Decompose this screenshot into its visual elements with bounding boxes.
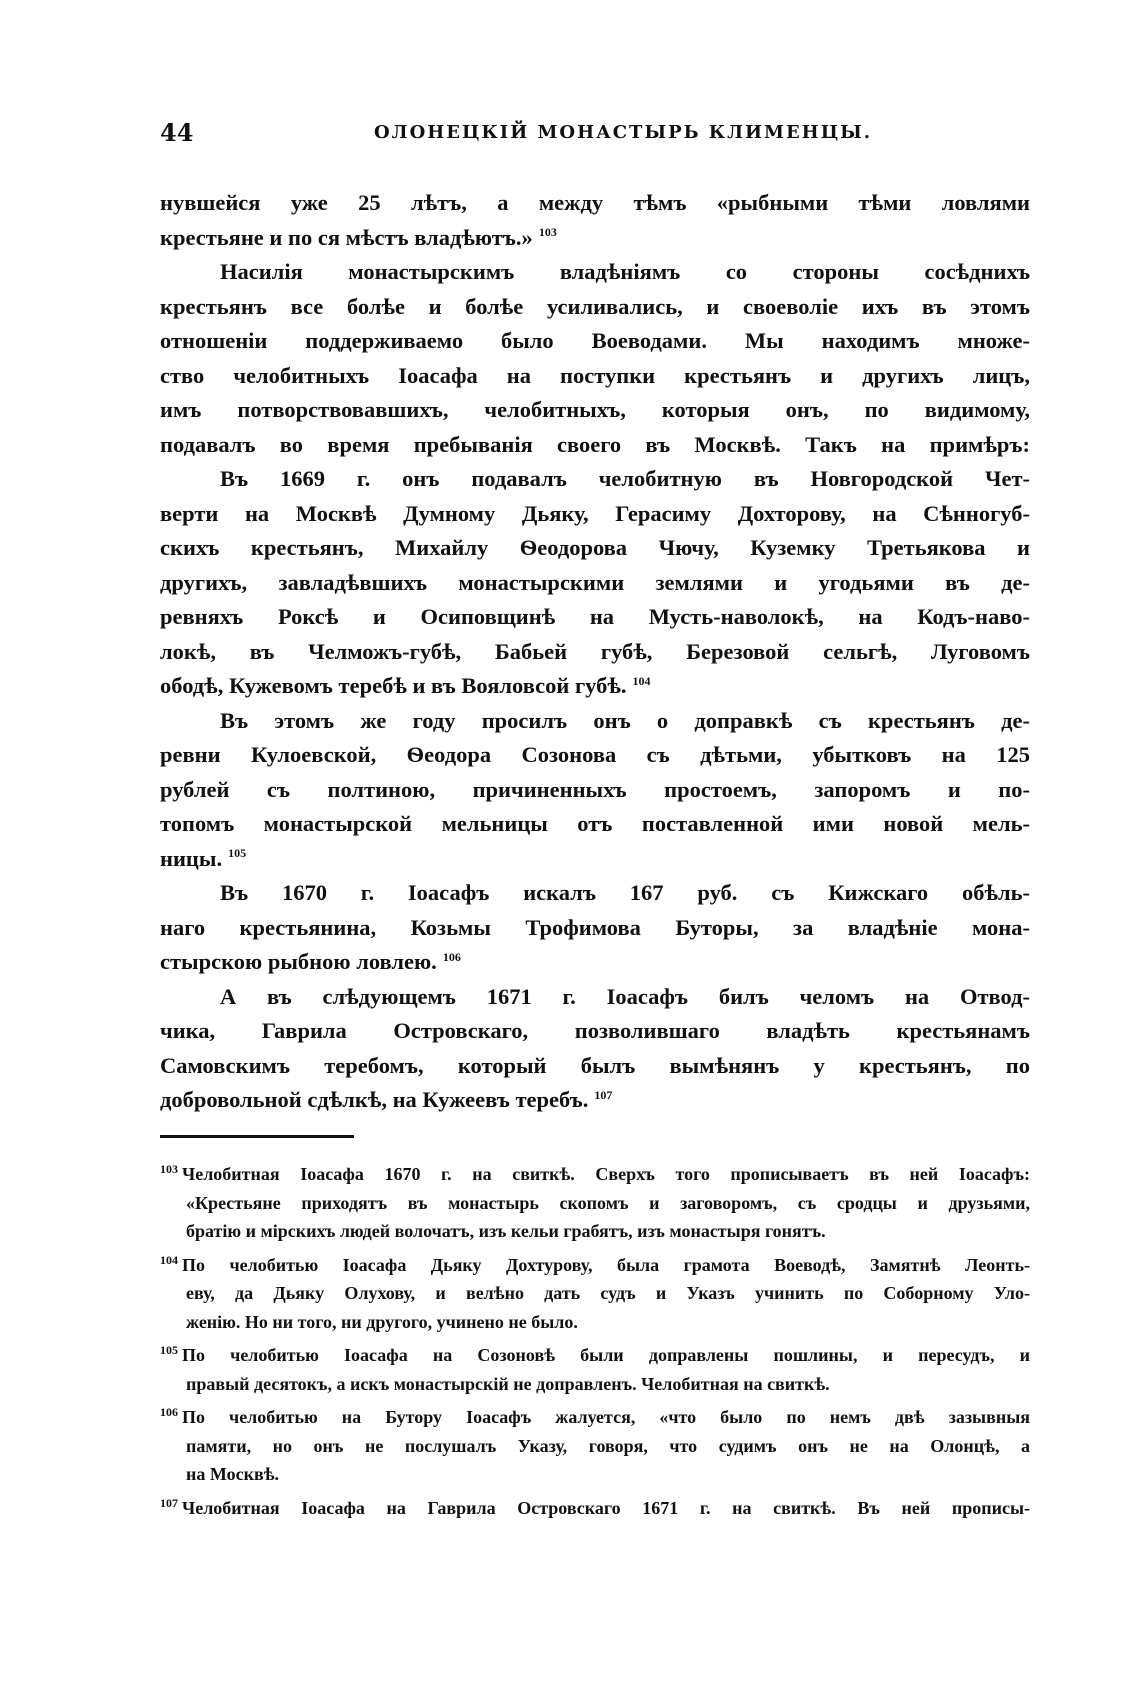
footnote-line xyxy=(160,1494,1030,1523)
footnote-text: По челобитью Іоасафа Дьяку Дохтурову, была грамота Воеводѣ, Замятнѣ Леонть- xyxy=(182,1254,1030,1275)
footnote-line: правый десятокъ, а искъ монастырскій не доправленъ. Челобитная на свиткѣ. xyxy=(186,1373,830,1394)
footnote-divider xyxy=(160,1135,354,1138)
footnote xyxy=(160,1341,1030,1398)
footnote-line: на Москвѣ. xyxy=(186,1464,280,1484)
footnote xyxy=(160,1494,1030,1523)
footnote-line xyxy=(160,1403,1030,1432)
paragraph xyxy=(160,980,1030,1118)
page-header xyxy=(160,118,1030,150)
text-line-content: крестьяне и по ся мѣстъ владѣютъ.» xyxy=(160,224,533,250)
footnote-ref: 106 xyxy=(442,949,461,964)
text-line: Въ 1670 г. Іоасафъ искалъ 167 руб. съ Кижскаго обѣль- xyxy=(220,880,1030,905)
paragraph xyxy=(160,186,1030,255)
footnote-line xyxy=(160,1341,1030,1370)
footnote-ref: 104 xyxy=(632,673,651,688)
footnote-text: Челобитная Іоасафа на Гаврила Островскаго 1671 г. на свиткѣ. Въ ней прописы- xyxy=(182,1497,1030,1518)
text-line: крестьянъ все болѣе и болѣе усиливались, и своеволіе ихъ въ этомъ xyxy=(160,293,1030,319)
paragraph xyxy=(160,462,1030,704)
footnote-text: Челобитная Іоасафа 1670 г. на свиткѣ. Сверхъ того прописываетъ въ ней Іоасафъ: xyxy=(182,1164,1030,1184)
text-line-content: стырскою рыбною ловлею. xyxy=(160,949,437,974)
footnote-line: памяти, но онъ не послушалъ Указу, говоря, что судимъ онъ не на Олонцѣ, а xyxy=(186,1435,1030,1456)
text-line: наго крестьянина, Козьмы Трофимова Буторы, за владѣніе мона- xyxy=(160,914,1030,940)
text-line xyxy=(160,945,1030,980)
footnote-text: По челобитью Іоасафа на Созоновѣ были доправлены пошлины, и пересудъ, и xyxy=(182,1345,1030,1365)
footnote-number: 104 xyxy=(160,1252,178,1267)
footnote-line xyxy=(160,1160,1030,1189)
text-line: Насилія монастырскимъ владѣніямъ со стороны сосѣднихъ xyxy=(220,259,1030,284)
text-line xyxy=(160,842,1030,877)
text-line: ревняхъ Роксѣ и Осиповщинѣ на Мусть-наволокѣ, на Кодъ-наво- xyxy=(160,604,1030,629)
footnote xyxy=(160,1160,1030,1246)
text-line-content: добровольной сдѣлкѣ, на Кужеевъ теребъ. xyxy=(160,1087,589,1112)
text-line: Самовскимъ теребомъ, который былъ вымѣнянъ у крестьянъ, по xyxy=(160,1052,1030,1078)
paragraph xyxy=(160,704,1030,877)
footnote-number: 105 xyxy=(160,1343,178,1357)
text-line: топомъ монастырской мельницы отъ поставленной ими новой мель- xyxy=(160,811,1030,836)
footnote-ref: 103 xyxy=(538,225,557,239)
text-line xyxy=(160,1083,1030,1118)
text-line: локѣ, въ Челможъ-губѣ, Бабьей губѣ, Березовой сельгѣ, Луговомъ xyxy=(160,638,1030,664)
footnote-number: 107 xyxy=(160,1495,178,1510)
main-text xyxy=(160,186,1030,1118)
text-line: ство челобитныхъ Іоасафа на поступки крестьянъ и другихъ лицъ, xyxy=(160,362,1030,388)
text-line: А въ слѣдующемъ 1671 г. Іоасафъ билъ челомъ на Отвод- xyxy=(220,983,1030,1009)
running-title: ОЛОНЕЦКІЙ МОНАСТЫРЬ КЛИМЕНЦЫ. xyxy=(374,122,872,143)
text-line: нувшейся уже 25 лѣтъ, а между тѣмъ «рыбными тѣми ловлями xyxy=(160,190,1030,215)
text-line: скихъ крестьянъ, Михайлу Ѳеодорова Чючу, Куземку Третьякова и xyxy=(160,535,1030,560)
paragraph xyxy=(160,255,1030,462)
text-line-content: ободѣ, Кужевомъ теребѣ и въ Вояловсой губѣ. xyxy=(160,673,627,698)
text-line: имъ потворствовавшихъ, челобитныхъ, которыя онъ, по видимому, xyxy=(160,397,1030,422)
footnote-line: братію и мірскихъ людей волочатъ, изъ кельи грабятъ, изъ монастыря гонятъ. xyxy=(186,1221,826,1241)
text-line: Въ 1669 г. онъ подавалъ челобитную въ Новгородской Чет- xyxy=(220,466,1030,491)
text-line: ревни Кулоевской, Ѳеодора Созонова съ дѣтьми, убытковъ на 125 xyxy=(160,742,1030,767)
footnote-line xyxy=(160,1251,1030,1280)
text-line: верти на Москвѣ Думному Дьяку, Герасиму Дохторову, на Сѣнногуб- xyxy=(160,500,1030,526)
footnote-text: По челобитью на Бутору Іоасафъ жалуется, «что было по немъ двѣ зазывныя xyxy=(182,1407,1030,1427)
paragraph xyxy=(160,876,1030,980)
text-line: другихъ, завладѣвшихъ монастырскими землями и угодьями въ де- xyxy=(160,569,1030,595)
footnote-number: 106 xyxy=(160,1405,178,1419)
text-line-content: ницы. xyxy=(160,845,223,871)
text-line xyxy=(160,669,1030,704)
page-number: 44 xyxy=(160,118,194,147)
footnotes xyxy=(160,1160,1030,1527)
text-line: Въ этомъ же году просилъ онъ о доправкѣ съ крестьянъ де- xyxy=(220,707,1030,733)
footnote xyxy=(160,1251,1030,1337)
text-line: чика, Гаврила Островскаго, позволившаго владѣть крестьянамъ xyxy=(160,1018,1030,1043)
footnote-line: еву, да Дьяку Олухову, и велѣно дать судъ и Указъ учинить по Соборному Уло- xyxy=(186,1283,1030,1303)
text-line xyxy=(160,221,1030,256)
footnote xyxy=(160,1403,1030,1489)
footnote-line: «Крестьяне приходятъ въ монастырь скопомъ и заговоромъ, съ сродцы и друзьями, xyxy=(186,1192,1030,1213)
text-line: отношеніи поддерживаемо было Воеводами. Мы находимъ множе- xyxy=(160,328,1030,353)
footnote-line: женію. Но ни того, ни другого, учинено не было. xyxy=(186,1311,578,1332)
footnote-ref: 107 xyxy=(594,1087,613,1102)
footnote-number: 103 xyxy=(160,1162,178,1176)
text-line: подавалъ во время пребыванія своего въ Москвѣ. Такъ на примѣръ: xyxy=(160,431,1030,457)
footnote-ref: 105 xyxy=(228,846,247,860)
text-line: рублей съ полтиною, причиненныхъ простоемъ, запоромъ и по- xyxy=(160,776,1030,802)
